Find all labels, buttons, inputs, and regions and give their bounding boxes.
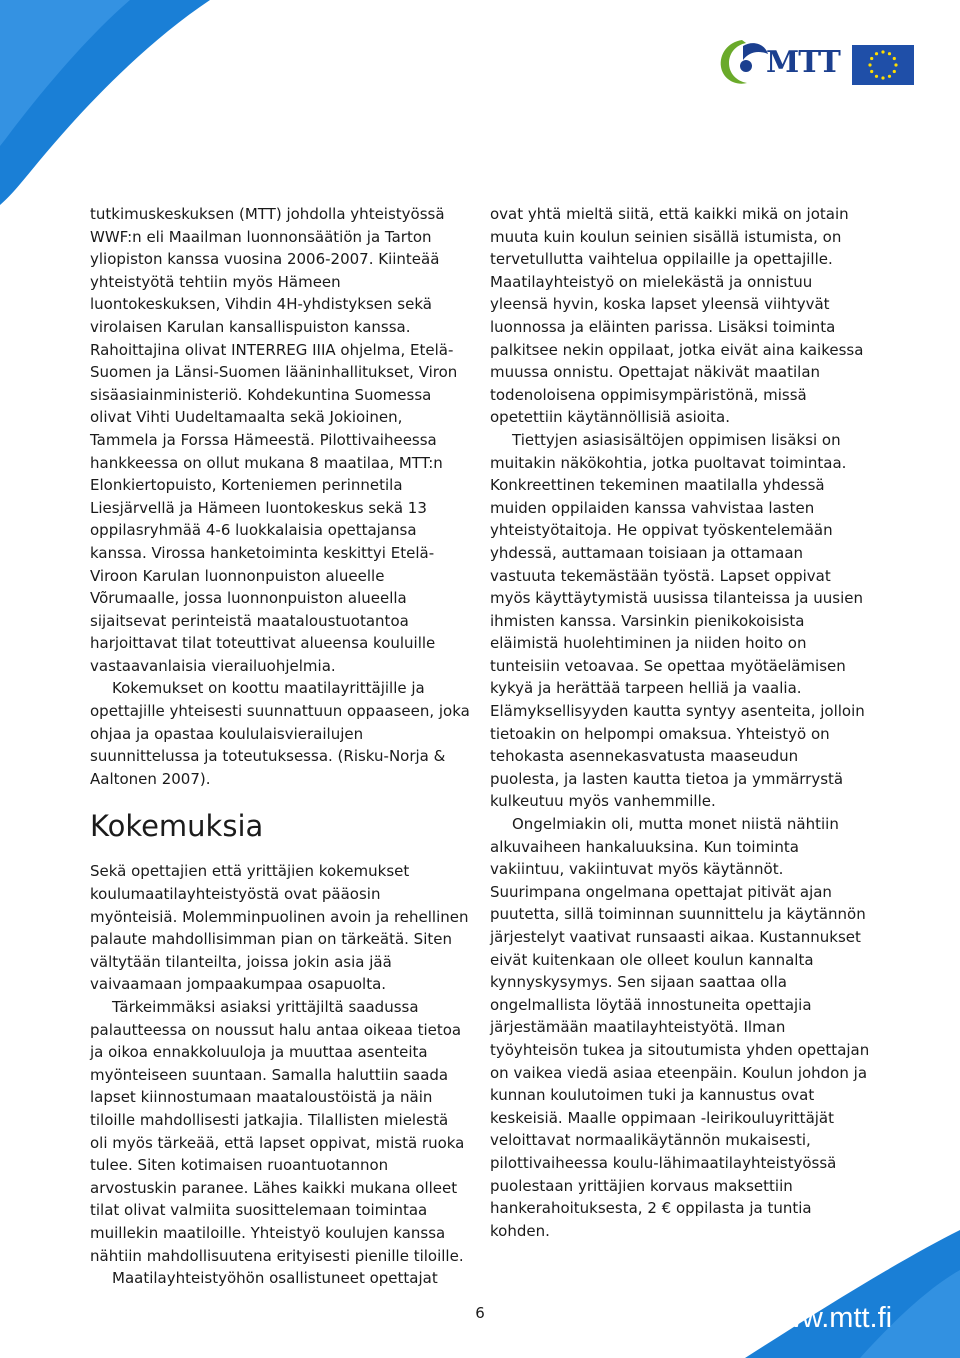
section-heading: Kokemuksia: [90, 809, 264, 844]
body-paragraph: tutkimuskeskuksen (MTT) johdolla yhteistyössä WWF:n eli Maailman luonnonsäätiön ja Tarton yliopiston kanssa vuosina 2006-2007. Kiinteää yhteistyötä tehtiin myös Hämeen luontokeskuksen, Vihdin 4H-yhdistyksen sekä virolaisen Karulan kansallispuiston kanssa. Rahoittajina olivat INTERREG IIIA ohjelma, Etelä-Suomen ja Länsi-Suomen lääninhallitukset, Viron sisäasiainministeriö. Kohdekuntina Suomessa olivat Vihti Uudeltamaalta sekä Jokioinen, Tammela ja Forssa Hämeestä. Pilottivaiheessa hankkeessa on ollut mukana 8 maatilaa, MTT:n Elonkiertopuisto, Korteniemen perinnetila Liesjärvellä ja Hämeen luontokeskus sekä 13 oppilasryhmää 4-6 luokkalaisia opettajansa kanssa. Virossa hanketoiminta keskittyi Etelä-Viroon Karulan luonnonpuiston alueelle Võrumaalle, jossa luonnonpuiston alueella sijaitsevat perinteistä maataloustuotantoa harjoittavat tilat toteuttivat alueensa kouluille vastaavanlaisia vierailuohjelmia.: [90, 205, 458, 675]
body-paragraph: Tärkeimmäksi asiaksi yrittäjiltä saadussa palautteessa on noussut halu antaa oikeaa tietoa ja oikoa ennakkoluuloja ja muuttaa asenteita myönteiseen suuntaan. Samalla haluttiin saada lapset kiinnostumaan maataloustöistä ja näin tiloille mahdollisesti jatkajia. Tilallisten mielestä oli myös tärkeää, että lapset oppivat, mistä ruoka tulee. Siten kotimaisen ruoantuotannon arvostuskin paranee. Lähes kaikki mukana olleet tilat olivat valmiita suosittelemaan toimintaa muillekin maatiloille. Yhteistyö koulujen kanssa nähtiin mahdollisuutena erityisesti pienille tiloille.: [90, 998, 465, 1265]
website-link[interactable]: www.mtt.fi: [760, 1302, 893, 1334]
body-paragraph: Sekä opettajien että yrittäjien kokemukset koulumaatilayhteistyöstä ovat pääosin myönteisiä. Molemminpuolinen avoin ja rehellinen palaute mahdollisimman pian on tärkeätä. Siten vältytään tilanteilta, joissa jokin asia jää vaivaamaan jompaakumpaa osapuolta.: [90, 862, 469, 994]
left-column: [90, 203, 470, 1290]
body-paragraph: ovat yhtä mieltä siitä, että kaikki mikä on jotain muuta kuin koulun seinien sisällä istumista, on tervetullutta vaihtelua oppilaille ja opettajille. Maatilayhteistyö on mielekästä ja onnistuu yleensä hyvin, koska lapset yleensä viihtyvät luonnossa ja eläinten parissa. Lisäksi toiminta palkitsee nekin oppilaat, jotka eivät aina kaikessa muussa onnistu. Opettajat näkivät maatilan todenoloisena oppimisympäristönä, missä opetettiin käytännöllisiä asioita.: [490, 205, 864, 427]
body-paragraph: Maatilayhteistyöhön osallistuneet opettajat: [112, 1269, 438, 1288]
body-paragraph: Ongelmiakin oli, mutta monet niistä nähtiin alkuvaiheen hankaluuksina. Kun toiminta vakiintuu, vakiintuvat myös käytännöt. Suurimpana ongelmana opettajat pitivät ajan puutetta, sillä toiminnan suunnittelu ja käytännön järjestelyt vaativat runsaasti aikaa. Kustannukset eivät kuitenkaan ole olleet koulun kannalta kynnyskysymys. Sen sijaan saattaa olla ongelmallista löytää innostuneita opettajia järjestämään maatilayhteistyötä. Ilman työyhteisön tukea ja sitoutumista yhden opettajan on vaikea viedä asiaa eteenpäin. Koulun johdon ja kunnan koulutoimen tuki ja kannustus ovat keskeisiä. Maalle oppimaan -leirikouluyrittäjät veloittavat normaalikäytännön mukaisesti, pilottivaiheessa koulu-lähimaatilayhteistyössä puolestaan yrittäjien korvaus maksettiin hankerahoituksesta, 2 € oppilasta ja tuntia kohden.: [490, 815, 870, 1240]
body-paragraph: Tiettyjen asiasisältöjen oppimisen lisäksi on muitakin näkökohtia, jotka puoltavat toimintaa. Konkreettinen tekeminen maatilalla yhdessä muiden oppilaiden kanssa vahvistaa lasten yhteistyötaitoja. He oppivat työskentelemään yhdessä, auttamaan toisiaan ja ottamaan vastuuta tekemästään työstä. Lapset oppivat myös käyttäytymistä uusissa tilanteissa ja uusien ihmisten kanssa. Varsinkin pienikokoisista eläimistä huolehtiminen ja niiden hoito on tunteisiin vetoavaa. Se opettaa myötäelämisen kykyä ja herättää tarpeen helliä ja vaalia. Elämyksellisyyden kautta syntyy asenteita, jolloin tietoakin on helpompi omaksua. Yhteistyö on tehokasta asennekasvatusta maaseudun puolesta, ja lasten kautta tietoa ja ymmärrystä kulkeutuu myös vanhemmille.: [490, 430, 865, 811]
right-column: [490, 203, 870, 1242]
body-paragraph: Kokemukset on koottu maatilayrittäjille ja opettajille yhteisesti suunnattuun oppaaseen, joka ohjaa ja opastaa koululaisvierailujen suunnittelussa ja toteutuksessa. (Risku-Norja & Aaltonen 2007).: [90, 679, 470, 788]
mtt-logo-text: MTT: [766, 45, 840, 80]
footer-swoosh: [0, 1230, 960, 1358]
eu-flag-icon: [852, 45, 914, 85]
page-number: 6: [475, 1304, 485, 1322]
header-swoosh: [0, 0, 960, 210]
